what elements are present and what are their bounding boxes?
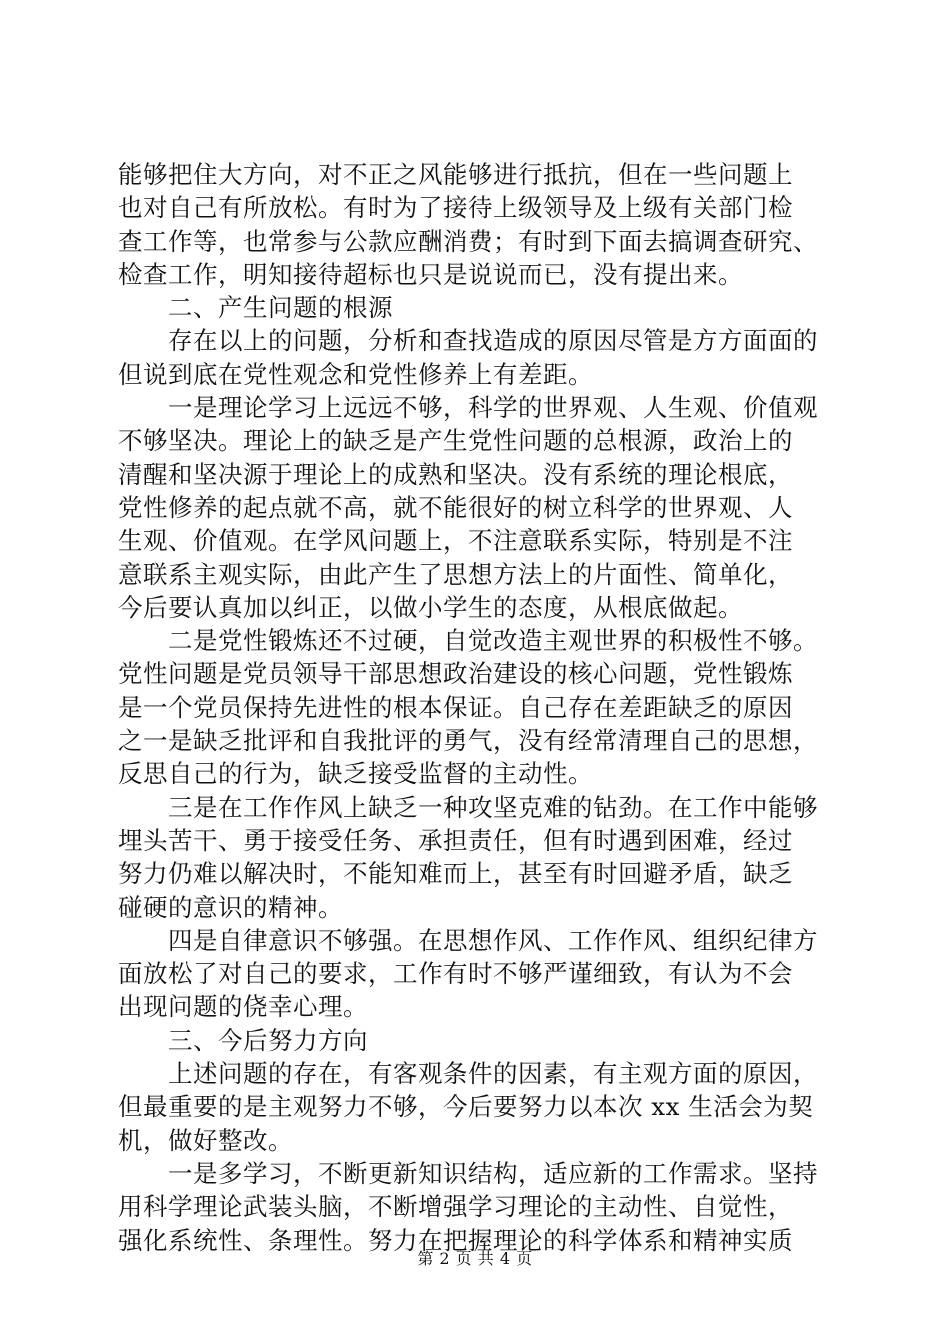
text-line: 一是多学习，不断更新知识结构，适应新的工作需求。坚持: [118, 1158, 818, 1188]
section-heading: 二、产生问题的根源: [118, 293, 393, 323]
text-line: 意联系主观实际，由此产生了思想方法上的片面性、简单化，: [118, 559, 793, 589]
text-line: 生观、价值观。在学风问题上，不注意联系实际，特别是不注: [118, 526, 793, 556]
text-line: 但最重要的是主观努力不够，今后要努力以本次 xx 生活会为契: [118, 1092, 814, 1122]
text-line: 不够坚决。理论上的缺乏是产生党性问题的总根源，政治上的: [118, 426, 793, 456]
text-line: 党性修养的起点就不高，就不能很好的树立科学的世界观、人: [118, 492, 793, 522]
text-line: 存在以上的问题，分析和查找造成的原因尽管是方方面面的: [118, 326, 818, 356]
text-line: 出现问题的侥幸心理。: [118, 992, 368, 1022]
text-line: 党性问题是党员领导干部思想政治建设的核心问题，党性锻炼: [118, 659, 793, 689]
text-line: 上述问题的存在，有客观条件的因素，有主观方面的原因，: [118, 1059, 818, 1089]
text-line: 也对自己有所放松。有时为了接待上级领导及上级有关部门检: [118, 193, 793, 223]
text-line: 但说到底在党性观念和党性修养上有差距。: [118, 359, 593, 389]
text-line: 碰硬的意识的精神。: [118, 892, 343, 922]
section-heading: 三、今后努力方向: [118, 1025, 368, 1055]
text-line: 四是自律意识不够强。在思想作风、工作作风、组织纪律方: [118, 925, 818, 955]
text-line: 努力仍难以解决时，不能知难而上，甚至有时回避矛盾，缺乏: [118, 859, 793, 889]
text-line: 机，做好整改。: [118, 1125, 293, 1155]
text-line: 是一个党员保持先进性的根本保证。自己存在差距缺乏的原因: [118, 692, 793, 722]
page-number-footer: 第 2 页 共 4 页: [417, 1249, 533, 1268]
text-line: 之一是缺乏批评和自我批评的勇气，没有经常清理自己的思想，: [118, 726, 818, 756]
text-line: 一是理论学习上远远不够，科学的世界观、人生观、价值观: [118, 393, 818, 423]
text-line: 能够把住大方向，对不正之风能够进行抵抗，但在一些问题上: [118, 160, 793, 189]
text-line: 二是党性锻炼还不过硬，自觉改造主观世界的积极性不够。: [118, 626, 818, 656]
text-line: 今后要认真加以纠正，以做小学生的态度，从根底做起。: [118, 592, 743, 622]
text-line: 清醒和坚决源于理论上的成熟和坚决。没有系统的理论根底，: [118, 459, 793, 489]
text-line: 用科学理论武装头脑，不断增强学习理论的主动性、自觉性，: [118, 1192, 793, 1222]
text-line: 面放松了对自己的要求，工作有时不够严谨细致，有认为不会: [118, 959, 793, 989]
text-line: 三是在工作作风上缺乏一种攻坚克难的钻劲。在工作中能够: [118, 792, 818, 822]
body-text: [118, 158, 848, 1257]
text-line: 查工作等，也常参与公款应酬消费；有时到下面去搞调查研究、: [118, 226, 818, 256]
text-line: 强化系统性、条理性。努力在把握理论的科学体系和精神实质: [118, 1225, 793, 1255]
text-line: 检查工作，明知接待超标也只是说说而已，没有提出来。: [118, 259, 743, 289]
text-line: 埋头苦干、勇于接受任务、承担责任，但有时遇到困难，经过: [118, 825, 793, 855]
text-line: 反思自己的行为，缺乏接受监督的主动性。: [118, 759, 593, 789]
